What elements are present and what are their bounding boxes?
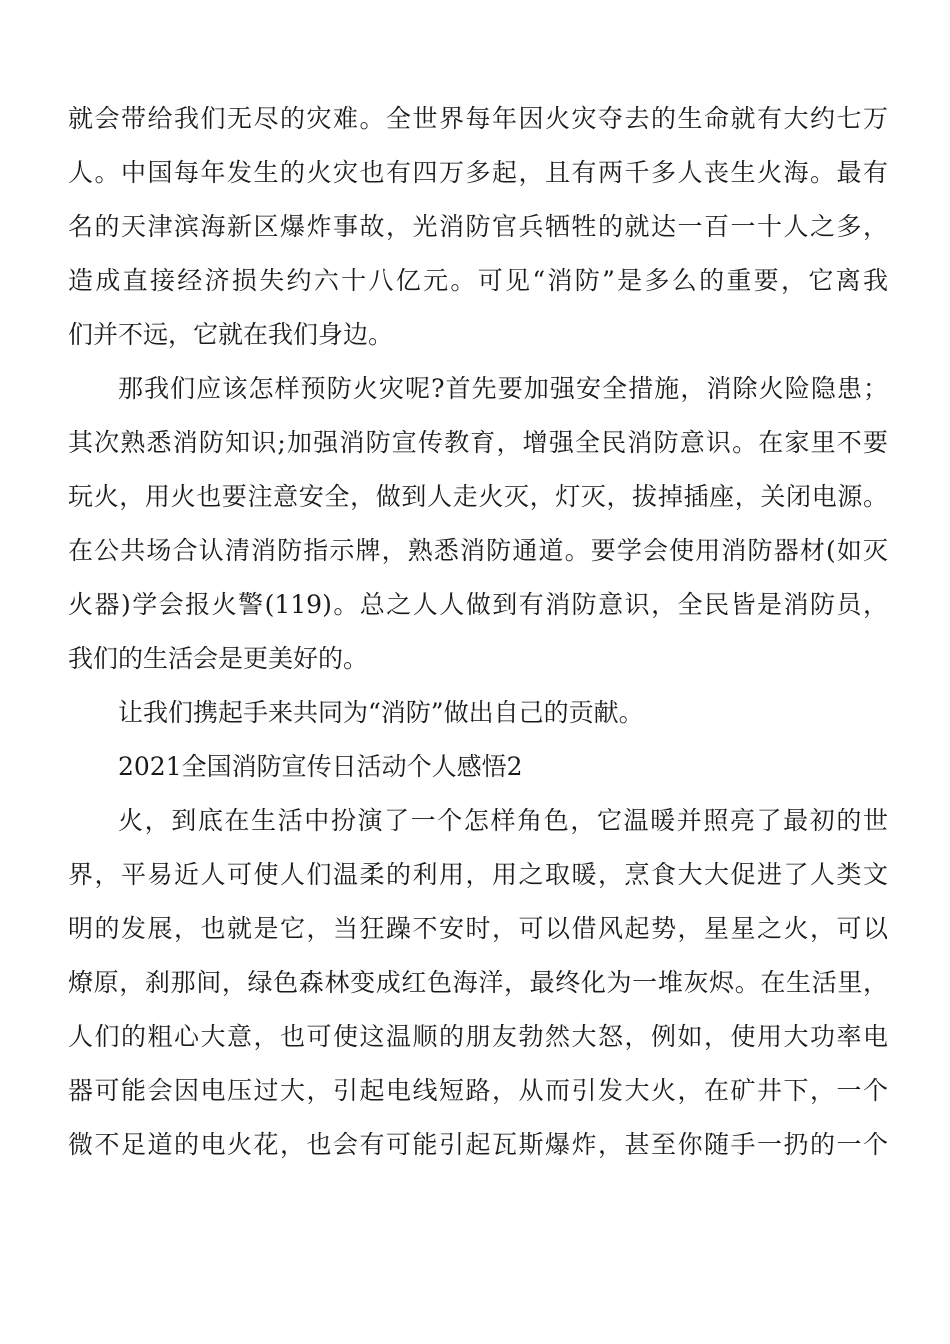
text-line: 们并不远，它就在我们身边。 [68,320,394,349]
text-line: 就会带给我们无尽的灾难。全世界每年因火灾夺去的生命就有大约七万 [68,104,888,133]
text-line: 人。中国每年发生的火灾也有四万多起，且有两千多人丧生火海。最有 [68,158,888,187]
text-line: 器可能会因电压过大，引起电线短路，从而引发大火，在矿井下，一个 [68,1076,888,1105]
document-body [68,92,888,1172]
text-line: 在公共场合认清消防指示牌，熟悉消防通道。要学会使用消防器材(如灭 [68,536,888,565]
text-line: 明的发展，也就是它，当狂躁不安时，可以借风起势，星星之火，可以 [68,914,888,943]
paragraph-first-line: 让我们携起手来共同为“消防”做出自己的贡献。 [118,698,644,727]
text-line: 名的天津滨海新区爆炸事故，光消防官兵牺牲的就达一百一十人之多， [68,212,888,241]
text-line: 玩火，用火也要注意安全，做到人走火灭，灯灭，拔掉插座，关闭电源。 [68,482,888,511]
section-heading: 2021全国消防宣传日活动个人感悟2 [118,752,523,781]
text-line: 微不足道的电火花，也会有可能引起瓦斯爆炸，甚至你随手一扔的一个 [68,1130,888,1159]
text-line: 我们的生活会是更美好的。 [68,644,369,673]
paragraph-first-line: 火，到底在生活中扮演了一个怎样角色，它温暖并照亮了最初的世 [118,806,888,835]
paragraph-first-line: 那我们应该怎样预防火灾呢?首先要加强安全措施，消除火险隐患； [118,374,888,403]
text-line: 燎原，刹那间，绿色森林变成红色海洋，最终化为一堆灰烬。在生活里， [68,968,888,997]
text-line: 造成直接经济损失约六十八亿元。可见“消防”是多么的重要，它离我 [68,266,888,295]
text-line: 界，平易近人可使人们温柔的利用，用之取暖，烹食大大促进了人类文 [68,860,888,889]
text-line: 其次熟悉消防知识;加强消防宣传教育，增强全民消防意识。在家里不要 [68,428,888,457]
text-line: 火器)学会报火警(119)。总之人人做到有消防意识，全民皆是消防员， [68,590,888,619]
text-line: 人们的粗心大意，也可使这温顺的朋友勃然大怒，例如，使用大功率电 [68,1022,888,1051]
